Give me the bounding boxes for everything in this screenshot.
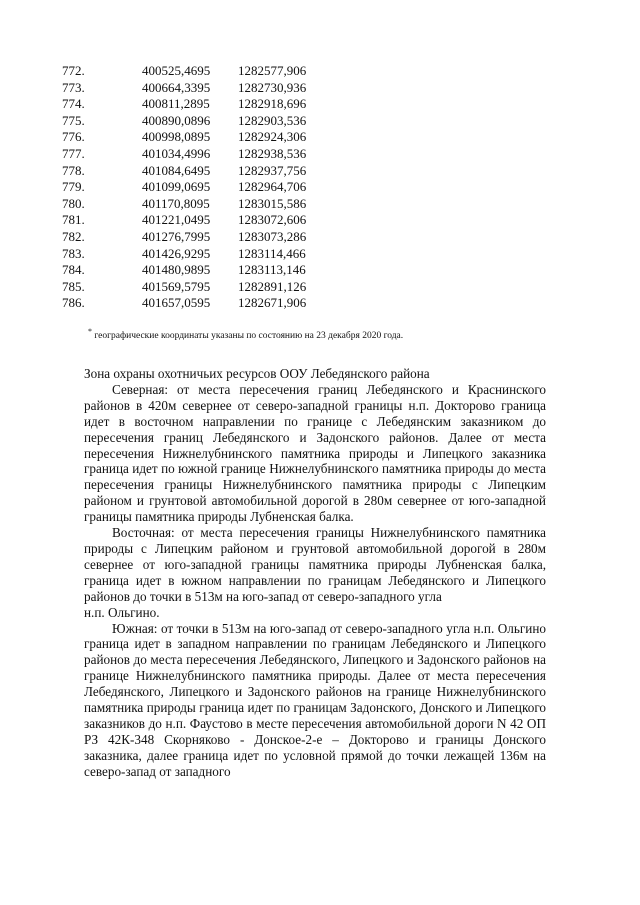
table-row <box>52 212 338 229</box>
footnote <box>88 327 403 341</box>
paragraph-south: Южная: от точки в 513м на юго-запад от северо-западного угла н.п. Ольгино граница идет в западном направлении по границам Лебедянского и Липецкого районов до места пересечения Лебедянского, Липецкого и Задонского районов на границе Нижнелубнинского памятника природы. Далее от места пересечения Лебедянского, Липецкого и Задонского районов на границе Нижнелубнинского памятника природы граница идет по границам Задонского, Донского и Липецкого заказников до н.п. Фаустово в месте пересечения автомобильной дороги N 42 ОП РЗ 42К-348 Скорняково - Донское-2-е – Докторово и границы Донского заказника, далее граница идет по условной прямой до точки лежащей 136м на северо-запад от западного <box>84 620 546 779</box>
coord-y: 1283072,606 <box>238 212 307 228</box>
coord-y: 1282924,306 <box>238 129 307 145</box>
body-text <box>84 366 546 780</box>
coord-y: 1282918,696 <box>238 96 307 112</box>
coord-y: 1282938,536 <box>238 145 307 161</box>
point-number: 773. <box>62 79 85 95</box>
point-number: 784. <box>62 262 85 278</box>
coord-x: 401657,0595 <box>142 295 211 311</box>
coord-y: 1282937,756 <box>238 162 307 178</box>
point-number: 778. <box>62 162 85 178</box>
section-heading: Зона охраны охотничьих ресурсов ООУ Лебедянского района <box>84 366 430 381</box>
coord-y: 1282891,126 <box>238 278 307 294</box>
coord-x: 400998,0895 <box>142 129 211 145</box>
coordinates-table-body <box>52 63 338 312</box>
table-row <box>52 163 338 180</box>
paragraph-east: Восточная: от места пересечения границы Нижнелубнинского памятника природы с Липецким районом и грунтовой автомобильной дорогой в 280м севернее от юго-западной границы памятника природы Лубненская балка, граница идет в южном направлении по границам Лебедянского и Липецкого районов до точки в 513м на юго-запад от северо-западного угла <box>84 525 546 604</box>
table-row <box>52 246 338 263</box>
coord-y: 1283015,586 <box>238 195 307 211</box>
paragraph-north: Северная: от места пересечения границ Лебедянского и Краснинского районов в 420м севернее от северо-западной границы н.п. Докторово граница идет в восточном направлении по границе с Лебедянским заказником до пересечения границ Лебедянского и Задонского районов. Далее от места пересечения Нижнелубнинского памятника природы и Липецкого заказника граница идет по южной границе Нижнелубнинского памятника природы до места пересечения границы Нижнелубнинского памятника природы с Липецким районом и грунтовой автомобильной дорогой в 280м севернее от юго-западной границы памятника природы Лубненская балка. <box>84 381 546 525</box>
point-number: 772. <box>62 63 85 78</box>
coord-y: 1282964,706 <box>238 179 307 195</box>
point-number: 780. <box>62 195 85 211</box>
coord-y: 1283073,286 <box>238 228 307 244</box>
coord-y: 1283113,146 <box>238 262 306 278</box>
coord-x: 401099,0695 <box>142 179 211 195</box>
paragraph-east-tail: н.п. Ольгино. <box>84 604 160 620</box>
table-row <box>52 96 338 113</box>
point-number: 783. <box>62 245 85 261</box>
coord-y: 1282671,906 <box>238 295 307 311</box>
table-row <box>52 146 338 163</box>
coord-x: 400664,3395 <box>142 79 211 95</box>
coordinates-table <box>52 63 338 312</box>
coord-x: 401221,0495 <box>142 212 211 228</box>
coord-x: 401276,7995 <box>142 228 211 244</box>
table-row <box>52 113 338 130</box>
coord-x: 400525,4695 <box>142 63 211 78</box>
point-number: 785. <box>62 278 85 294</box>
point-number: 781. <box>62 212 85 228</box>
table-row <box>52 196 338 213</box>
point-number: 782. <box>62 228 85 244</box>
coord-y: 1282903,536 <box>238 112 307 128</box>
table-row <box>52 129 338 146</box>
table-row <box>52 295 338 312</box>
coord-x: 401480,9895 <box>142 262 211 278</box>
coord-x: 401084,6495 <box>142 162 211 178</box>
coord-y: 1283114,466 <box>238 245 306 261</box>
footnote-text: географические координаты указаны по состоянию на 23 декабря 2020 года. <box>94 331 404 342</box>
point-number: 779. <box>62 179 85 195</box>
coord-x: 400890,0896 <box>142 112 211 128</box>
coord-y: 1282730,936 <box>238 79 307 95</box>
coord-x: 401569,5795 <box>142 278 211 294</box>
point-number: 777. <box>62 145 85 161</box>
footnote-mark: * <box>88 327 92 336</box>
table-row <box>52 229 338 246</box>
table-row <box>52 179 338 196</box>
coord-x: 401170,8095 <box>142 195 210 211</box>
point-number: 786. <box>62 295 85 311</box>
coord-x: 400811,2895 <box>142 96 210 112</box>
table-row <box>52 80 338 97</box>
point-number: 776. <box>62 129 85 145</box>
point-number: 774. <box>62 96 85 112</box>
table-row <box>52 63 338 80</box>
coord-x: 401034,4996 <box>142 145 211 161</box>
coord-x: 401426,9295 <box>142 245 211 261</box>
table-row <box>52 262 338 279</box>
table-row <box>52 279 338 296</box>
point-number: 775. <box>62 112 85 128</box>
coord-y: 1282577,906 <box>238 63 307 78</box>
